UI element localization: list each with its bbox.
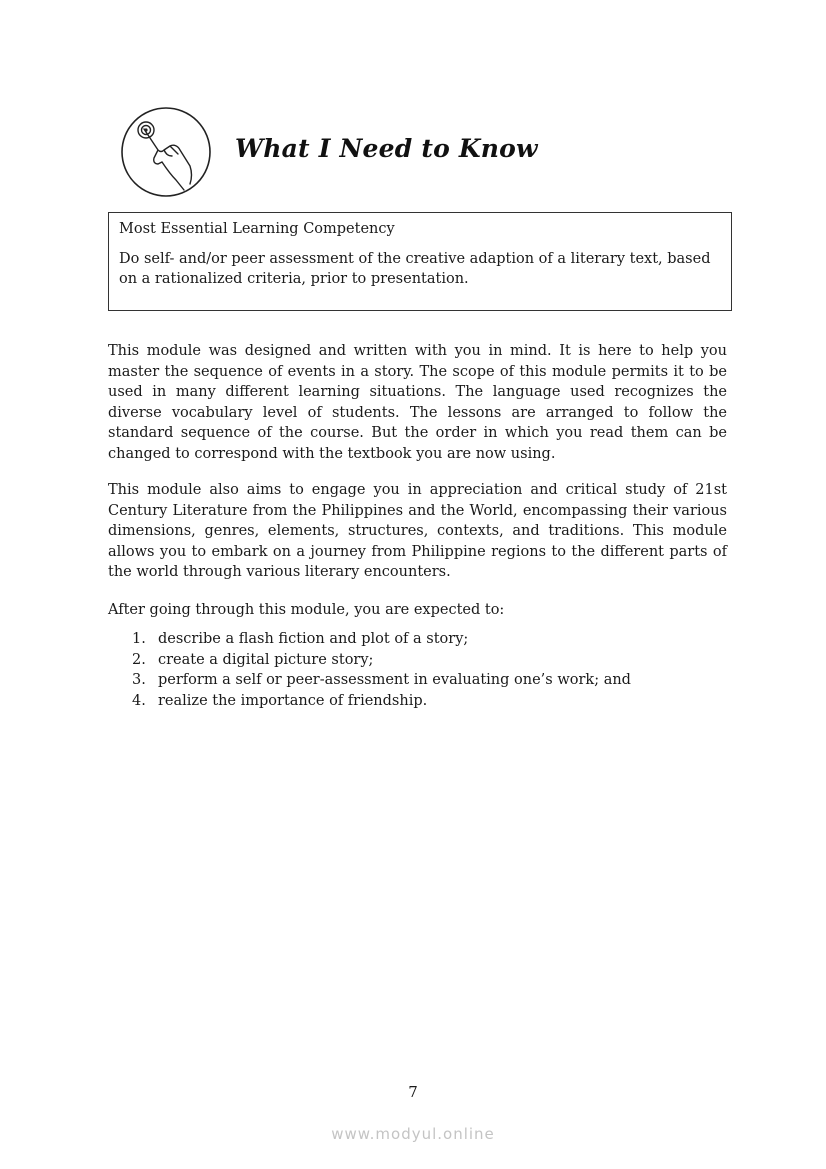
list-item-text: describe a flash fiction and plot of a story; bbox=[158, 631, 469, 647]
list-item-number: 2. bbox=[132, 651, 146, 668]
competency-text: Do self- and/or peer assessment of the creative adaption of a literary text, based on a rationalized criteria, prior to presentation. bbox=[119, 251, 711, 287]
watermark: www.modyul.online bbox=[331, 1125, 495, 1143]
list-item-text: realize the importance of friendship. bbox=[158, 692, 428, 709]
pointing-hand-icon bbox=[120, 106, 212, 198]
list-item-number: 3. bbox=[132, 672, 146, 688]
intro-paragraph: This module was designed and written with you in mind. It is here to help you master the sequence of events in a story. The scope of this module permits it to be used in many different learning situations. The language used recognizes the diverse vocabulary level of students. The lessons are arranged to follow the standard sequence of the course. But the order in which you read them can be changed to correspond with the textbook you are now using. bbox=[108, 343, 727, 462]
list-item bbox=[132, 629, 631, 650]
list-item-number: 4. bbox=[132, 692, 146, 709]
list-item bbox=[132, 691, 631, 712]
list-item-text: perform a self or peer-assessment in evaluating one’s work; and bbox=[158, 672, 631, 688]
list-item bbox=[132, 670, 631, 691]
section-title: What I Need to Know bbox=[235, 134, 538, 163]
list-item-number: 1. bbox=[132, 631, 146, 647]
aims-paragraph: This module also aims to engage you in appreciation and critical study of 21st Century Literature from the Philippines and the World, encompassing their various dimensions, genres, elements, structures, contexts, and traditions. This module allows you to embark on a journey from Philippine regions to the different parts of the world through various literary encounters. bbox=[108, 482, 727, 580]
list-item bbox=[132, 650, 631, 671]
competency-heading: Most Essential Learning Competency bbox=[119, 221, 395, 237]
expectations-lead: After going through this module, you are expected to: bbox=[108, 602, 505, 618]
objectives-list bbox=[132, 629, 631, 711]
page-number: 7 bbox=[408, 1083, 418, 1101]
competency-box bbox=[108, 212, 732, 311]
list-item-text: create a digital picture story; bbox=[158, 651, 374, 668]
